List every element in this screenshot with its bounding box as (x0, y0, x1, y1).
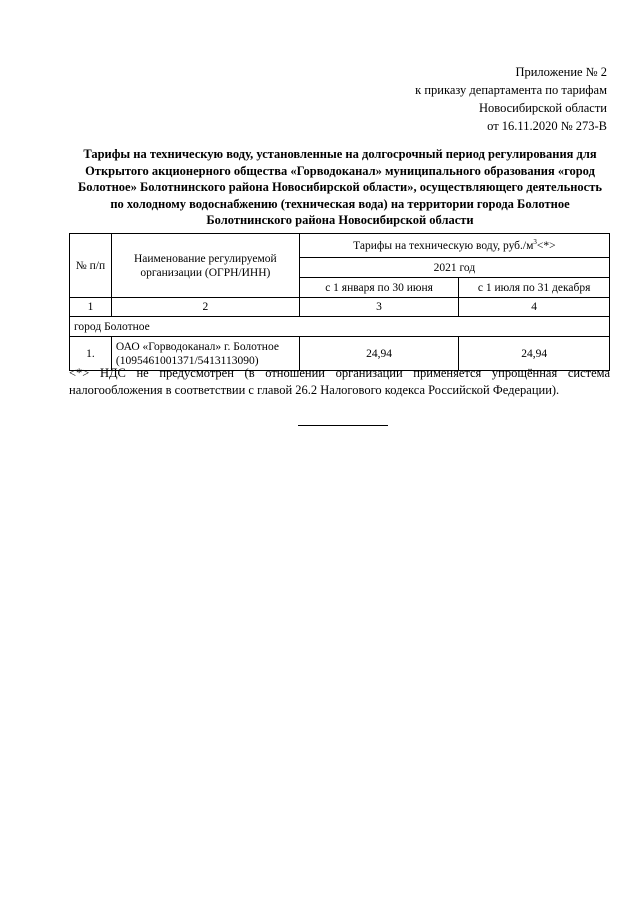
col-header-organization: Наименование регулируемой организации (ОГРН/ИНН) (111, 234, 299, 298)
col-header-tariffs (299, 234, 609, 258)
col-header-year: 2021 год (299, 258, 609, 278)
col-header-period-2: с 1 июля по 31 декабря (459, 278, 610, 298)
col-header-number: № п/п (70, 234, 112, 298)
appendix-order-ref: к приказу департамента по тарифам (415, 83, 607, 97)
appendix-region: Новосибирской области (478, 101, 607, 115)
tariffs-table (69, 233, 610, 371)
tariffs-unit-superscript: 3 (533, 237, 537, 246)
section-row-city: город Болотное (70, 317, 610, 337)
row-tariff-period-1: 24,94 (299, 337, 459, 371)
appendix-date: от 16.11.2020 № 273-В (487, 119, 607, 133)
appendix-header (415, 63, 607, 135)
row-organization: ОАО «Горводоканал» г. Болотное (1095461001371/5413113090) (111, 337, 299, 371)
document-title: Тарифы на техническую воду, установленные на долгосрочный период регулирования для Открытого акционерного общества «Горводоканал» муниципального образования «город Болотное» Болотнинского района Новосибирской области», осуществляющего деятельность по холодному водоснабжению (техническая вода) на территории города Болотное Болотнинского района Новосибирской области (78, 147, 602, 227)
row-number: 1. (70, 337, 112, 371)
footnote: <*> НДС не предусмотрен (в отношении организации применяется упрощённая система налогообложения в соответствии с главой 26.2 Налогового кодекса Российской Федерации). (69, 366, 610, 397)
row-tariff-period-2: 24,94 (459, 337, 610, 371)
appendix-number: Приложение № 2 (515, 65, 607, 79)
index-cell-4: 4 (459, 298, 610, 317)
col-header-period-1: с 1 января по 30 июня (299, 278, 459, 298)
end-divider (298, 425, 388, 426)
index-cell-3: 3 (299, 298, 459, 317)
tariffs-footnote-mark: <*> (536, 239, 556, 252)
index-cell-2: 2 (111, 298, 299, 317)
tariffs-unit-text: Тарифы на техническую воду, руб./м (353, 239, 534, 252)
index-cell-1: 1 (70, 298, 112, 317)
